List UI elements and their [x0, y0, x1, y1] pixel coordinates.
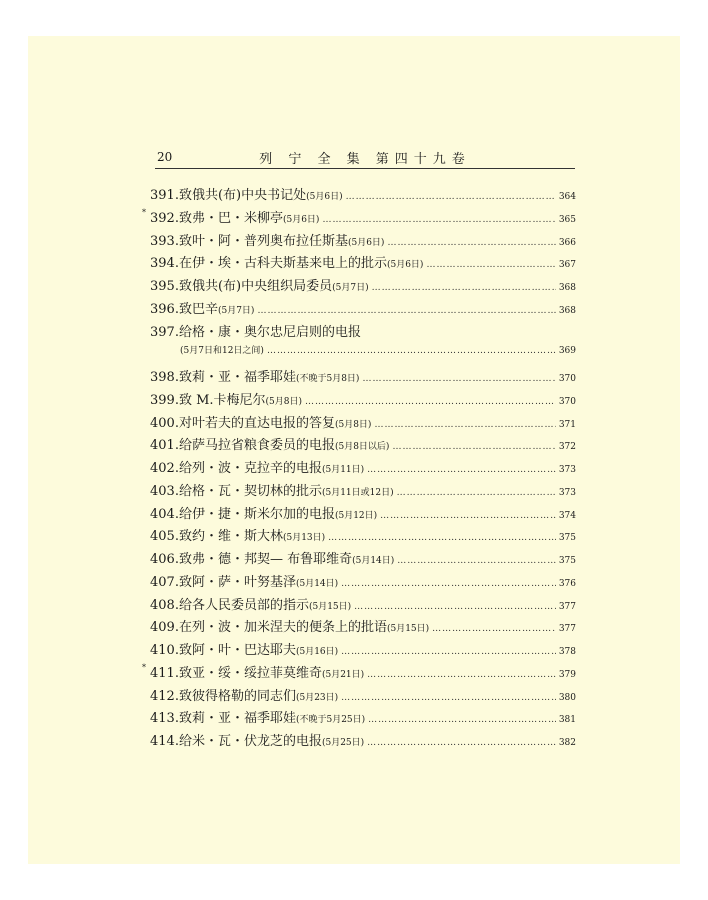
dot-leader — [341, 579, 556, 589]
entry-page-number: 365 — [558, 214, 576, 225]
toc-entry — [150, 571, 576, 594]
entry-title: 给各人民委员部的指示 — [178, 597, 309, 613]
toc-entry — [150, 503, 576, 526]
toc-entry — [150, 548, 576, 571]
entry-number: 403. — [150, 483, 179, 499]
entry-date: (5月7日和12日之间) — [180, 346, 264, 357]
entry-page-number: 367 — [558, 260, 576, 271]
entry-number: 392. — [150, 210, 179, 226]
entry-page-number: 381 — [558, 715, 576, 726]
entry-number: 397. — [150, 324, 179, 340]
dot-leader — [392, 442, 555, 452]
entry-page-number: 380 — [558, 692, 576, 703]
toc-entry — [142, 662, 576, 685]
entry-number: 394. — [150, 256, 179, 272]
entry-title: 给伊・捷・斯米尔加的电报 — [178, 506, 335, 522]
entry-date: (5月25日) — [321, 738, 365, 748]
entry-date: (5月6日) — [306, 192, 343, 202]
toc-entry — [150, 525, 576, 548]
entry-page-number: 364 — [558, 192, 576, 202]
entry-number: 407. — [150, 574, 179, 590]
toc-entry — [150, 412, 576, 435]
toc-entry — [150, 366, 576, 389]
dot-leader — [368, 715, 556, 725]
dot-leader — [305, 397, 556, 407]
entry-title: 给格・瓦・契切林的批示 — [178, 483, 322, 499]
toc-entry — [142, 207, 576, 230]
dot-leader — [387, 238, 555, 248]
entry-page-number: 368 — [558, 283, 576, 293]
toc-entry — [150, 230, 576, 253]
entry-page-number: 376 — [558, 578, 576, 589]
entry-page-number: 373 — [558, 487, 576, 498]
toc-entry — [150, 275, 576, 298]
entry-number: 412. — [150, 688, 179, 704]
entry-number: 396. — [150, 301, 179, 317]
entry-page-number: 375 — [558, 533, 576, 544]
running-title: 列 宁 全 集 第四十九卷 — [259, 152, 471, 167]
entry-date: (5月7日) — [332, 283, 369, 293]
entry-date: (5月8日以后) — [334, 442, 390, 453]
dot-leader — [322, 215, 555, 225]
entry-date: (5月15日) — [386, 624, 430, 635]
entry-title: 给米・瓦・伏龙芝的电报 — [178, 734, 322, 749]
toc-entry — [150, 480, 576, 503]
entry-date: (不晚于5月25日) — [295, 715, 366, 726]
toc-entry — [150, 707, 576, 730]
entry-title: 致弗・德・邦契— 布鲁耶维奇 — [178, 552, 353, 567]
entry-page-number: 377 — [558, 601, 576, 612]
entry-title: 对叶若夫的直达电报的答复 — [178, 415, 335, 431]
entry-number: 395. — [150, 279, 179, 294]
entry-number: 404. — [150, 506, 179, 522]
entry-page-number: 370 — [558, 396, 576, 407]
entry-page-number: 370 — [558, 374, 576, 384]
dot-leader — [380, 511, 556, 521]
entry-title: 在伊・埃・古科夫斯基来电上的批示 — [178, 256, 387, 272]
table-of-contents — [142, 184, 576, 753]
entry-title: 致弗・巴・米柳亭 — [178, 210, 283, 226]
entry-number: 401. — [150, 438, 179, 454]
dot-leader — [397, 488, 556, 498]
entry-date: (5月6日) — [347, 237, 385, 248]
entry-title: 致俄共(布)中央组织局委员 — [178, 279, 333, 294]
entry-page-number: 369 — [558, 346, 576, 357]
entry-number: 402. — [150, 461, 179, 476]
entry-date: (5月15日) — [308, 601, 352, 612]
entry-date: (5月21日) — [321, 669, 365, 680]
entry-title: 致 M.卡梅尼尔 — [178, 392, 266, 408]
entry-title: 致彼得格勒的同志们 — [178, 688, 296, 704]
entry-number: 413. — [150, 711, 179, 727]
dot-leader — [374, 420, 555, 430]
entry-title: 致叶・阿・普列奥布拉任斯基 — [178, 233, 348, 249]
entry-title: 致巴辛 — [178, 301, 218, 317]
entry-number: 391. — [150, 188, 179, 203]
entry-number: 406. — [150, 552, 179, 567]
entry-title: 致约・维・斯大林 — [178, 529, 283, 545]
entry-date: (5月8日) — [265, 396, 303, 407]
entry-date: (5月11日) — [321, 465, 365, 475]
dot-leader — [432, 624, 556, 634]
toc-entry — [150, 252, 576, 275]
toc-entry — [150, 321, 576, 344]
entry-title: 致阿・萨・叶努基泽 — [178, 574, 296, 590]
entry-number: 409. — [150, 620, 179, 636]
dot-leader — [341, 647, 556, 657]
entry-number: 400. — [150, 415, 179, 431]
entry-date: (5月23日) — [295, 692, 339, 703]
toc-entry — [150, 594, 576, 617]
entry-date: (5月6日) — [386, 260, 424, 271]
entry-date: (5月7日) — [217, 305, 255, 316]
entry-star-marker: * — [142, 662, 146, 672]
entry-title: 致俄共(布)中央书记处 — [178, 188, 307, 203]
toc-entry — [150, 685, 576, 708]
dot-leader — [257, 306, 555, 316]
entry-page-number: 377 — [558, 624, 576, 635]
entry-title: 致亚・绥・绥拉菲莫维奇 — [178, 665, 322, 681]
dot-leader — [367, 738, 556, 748]
toc-entry — [150, 616, 576, 639]
entry-page-number: 368 — [558, 305, 576, 316]
entry-date: (5月12日) — [334, 510, 378, 521]
toc-entry — [150, 639, 576, 662]
dot-leader — [367, 465, 556, 475]
entry-number: 405. — [150, 529, 179, 545]
entry-date: (5月16日) — [295, 647, 339, 657]
dot-leader — [346, 192, 556, 202]
dot-leader — [267, 346, 556, 356]
entry-page-number: 375 — [558, 556, 576, 566]
entry-number: 410. — [150, 643, 179, 658]
toc-entry — [150, 730, 576, 753]
entry-title: 给列・波・克拉辛的电报 — [178, 461, 322, 476]
entry-number: 414. — [150, 734, 179, 749]
entry-date: (5月13日) — [282, 533, 326, 544]
entry-page-number: 366 — [558, 237, 576, 248]
entry-date: (5月6日) — [282, 214, 320, 225]
dot-leader — [362, 374, 555, 384]
entry-title: 致阿・叶・巴达耶夫 — [178, 643, 296, 658]
entry-page-number: 373 — [558, 465, 576, 475]
toc-entry — [150, 389, 576, 412]
dot-leader — [328, 533, 556, 543]
entry-page-number: 382 — [558, 738, 576, 748]
page-number: 20 — [157, 150, 173, 164]
dot-leader — [397, 556, 556, 566]
entry-date: (5月14日) — [295, 578, 339, 589]
entry-number: 393. — [150, 233, 179, 249]
entry-number: 398. — [150, 370, 179, 385]
entry-title: 在列・波・加米涅夫的便条上的批语 — [178, 620, 387, 636]
entry-number: 408. — [150, 597, 179, 613]
dot-leader — [426, 260, 555, 270]
entry-page-number: 372 — [558, 442, 576, 453]
entry-page-number: 378 — [558, 647, 576, 657]
toc-entry — [150, 434, 576, 457]
entry-star-marker: * — [142, 207, 146, 217]
entry-date: (5月8日) — [334, 419, 372, 430]
entry-page-number: 371 — [558, 419, 576, 430]
entry-title: 致莉・亚・福季耶娃 — [178, 711, 296, 727]
dot-leader — [341, 693, 556, 703]
entry-page-number: 374 — [558, 510, 576, 521]
toc-entry — [150, 457, 576, 480]
entry-title: 给萨马拉省粮食委员的电报 — [178, 438, 335, 454]
entry-date: (5月11日或12日) — [321, 487, 394, 498]
toc-entry — [150, 343, 576, 366]
running-header — [155, 146, 575, 169]
dot-leader — [367, 670, 556, 680]
entry-page-number: 379 — [558, 669, 576, 680]
entry-number: 399. — [150, 392, 179, 408]
entry-number: 411. — [150, 665, 179, 681]
entry-date: (5月14日) — [352, 556, 395, 566]
entry-title: 致莉・亚・福季耶娃 — [178, 370, 296, 385]
entry-title: 给格・康・奥尔忠尼启则的电报 — [178, 324, 361, 340]
toc-entry — [150, 184, 576, 207]
entry-date: (不晚于5月8日) — [295, 374, 360, 384]
dot-leader — [354, 602, 556, 612]
dot-leader — [372, 283, 556, 293]
toc-entry — [150, 298, 576, 321]
